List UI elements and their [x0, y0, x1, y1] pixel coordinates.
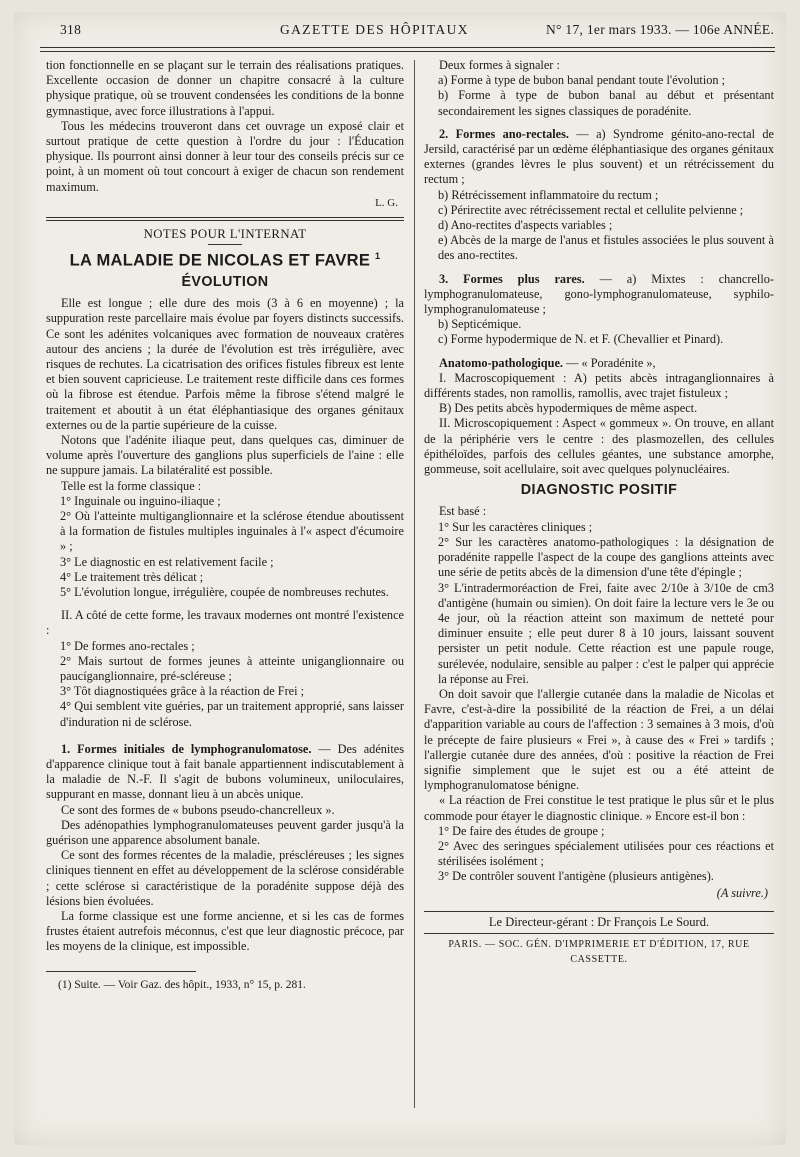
left-column: [46, 58, 404, 993]
list-item: 2° Avec des seringues spécialement utilisées pour ces réactions et stérilisées isolément ;: [438, 838, 774, 869]
header-rule-thin: [40, 51, 775, 52]
section-heading: 1. Formes initiales de lymphogranulomatose.: [61, 741, 312, 756]
printer-line: PARIS. — SOC. GÉN. D'IMPRIMERIE ET D'ÉDITION, 17, RUE CASSETTE.: [448, 938, 750, 966]
paragraph: La forme classique est une forme ancienne, et si les cas de formes frustes étaient autrefois méconnus, c'est que leur diagnostic précoce, par les moyens de la clinique, est impossible.: [46, 909, 404, 954]
paragraph: B) Des petits abcès hypodermiques de même aspect.: [439, 401, 698, 416]
paragraph: Ce sont des formes de « bubons pseudo-chancrelleux ».: [61, 802, 335, 817]
list-item: b) Forme à type de bubon banal au début et présentant secondairement les signes classiques de poradénite.: [438, 88, 774, 118]
paragraph: Anatomo-pathologique. — « Poradénite »,: [439, 355, 656, 370]
section-label: NOTES POUR L'INTERNAT: [143, 227, 307, 242]
list-item: e) Abcès de la marge de l'anus et fistules associées le plus souvent à des ano-rectites.: [438, 233, 774, 263]
list-item: 1° De faire des études de groupe ;: [438, 823, 605, 838]
footnote-marker: 1: [375, 251, 381, 262]
column-divider: [414, 60, 415, 1108]
director-credit: Le Directeur-gérant : Dr François Le Sourd.: [488, 914, 710, 929]
section-heading: 3. Formes plus rares.: [439, 271, 585, 286]
page-number: 318: [60, 22, 82, 37]
list-item: 4° Le traitement très délicat ;: [60, 569, 204, 584]
paragraph: 1. Formes initiales de lymphogranulomatose. — Des adénites d'apparence clinique tout à fait banale appartiennent indiscutablement à la maladie de N.-F. Il s'agit de bubons volumineux, uniloculaires, suppurant en masse, donnant lieu à un abcès unique.: [46, 741, 405, 802]
footnote: (1) Suite. — Voir Gaz. des hôpit., 1933, n° 15, p. 281.: [58, 978, 306, 991]
list-item: 1° De formes ano-rectales ;: [60, 638, 195, 653]
list-item: b) Rétrécissement inflammatoire du rectum ;: [438, 187, 659, 202]
list-item: 1° Inguinale ou inguino-iliaque ;: [60, 493, 221, 508]
list-item: 3° L'intradermoréaction de Frei, faite avec 2/10e à 3/10e de cm3 d'antigène (humain ou simien). On doit faire la lecture vers le 3e ou 4e jour, où la réaction atteint son maximum de netteté pour diminuer ensuite ; elle peut durer 8 à 10 jours, laissant souvent persister un petit nodule. Cette réaction est une papule rouge, surélevée, nodulaire, sensible au palper : c'est le palper qui apprécie la réponse au Frei.: [438, 580, 774, 686]
list-item: a) Forme à type de bubon banal pendant toute l'évolution ;: [438, 73, 726, 88]
right-column: [424, 58, 774, 967]
section-heading: Anatomo-pathologique.: [439, 355, 564, 370]
section-heading: 2. Formes ano-rectales.: [439, 126, 569, 141]
ornament-rule: [208, 244, 242, 245]
page-header: [40, 10, 775, 46]
list-item: 1° Sur les caractères cliniques ;: [438, 519, 593, 534]
journal-title: GAZETTE DES HÔPITAUX: [280, 22, 469, 37]
subtitle-diagnostic: DIAGNOSTIC POSITIF: [520, 482, 678, 499]
paragraph: II. A côté de cette forme, les travaux modernes ont montré l'existence :: [46, 608, 404, 638]
paragraph: 2. Formes ano-rectales. — a) Syndrome génito-ano-rectal de Jersild, caractérisé par un œdème éléphantiasique des organes génitaux externes (grandes lèvres le plus souvent) et un rétrécissement du rectum ;: [424, 126, 774, 187]
paragraph: « La réaction de Frei constitue le test pratique le plus sûr et le plus commode pour étayer le diagnostic clinique. » Encore est-il bon :: [424, 793, 774, 823]
paragraph: Deux formes à signaler :: [439, 58, 560, 72]
paragraph: II. Microscopiquement : Aspect « gommeux ». On trouve, en allant de la périphérie vers le centre : des plasmozellen, des cellules épithéloïdes, parfois des cellules géantes, une substance amorphe, gommeuse, soit acellulaire, soit avec quelques polynucléaires.: [424, 416, 774, 477]
to-be-continued: (A suivre.): [716, 885, 768, 900]
list-item: b) Septicémique.: [438, 317, 522, 332]
footnote-rule: [46, 971, 196, 972]
list-item: 2° Où l'atteinte multiganglionnaire et la sclérose étendue aboutissent à la formation de fistules multiples inguinales à l'« aspect d'écumoire » ;: [60, 508, 404, 554]
list-item: 3° De contrôler souvent l'antigène (plusieurs antigènes).: [438, 869, 714, 884]
list-item: 2° Sur les caractères anatomo-pathologiques : la désignation de poradénite rappelle l'aspect de la coupe des ganglions atteints avec une série de petits abcès de la dimension d'une tête d'épingle ;: [438, 534, 774, 580]
paragraph: Des adénopathies lymphogranulomateuses peuvent garder jusqu'à la guérison une apparence absolument banale.: [46, 817, 404, 848]
review-text: tion fonctionnelle en se plaçant sur le terrain des réalisations pratiques. Excellente occasion de donner un chapitre consacré à la culture physique pratique, où se trouvent condensées les conditions de la bonne gymnastique, avec force illustrations à l'appui.: [46, 58, 404, 118]
section-rule: [46, 217, 404, 221]
paragraph: I. Macroscopiquement : A) petits abcès intraganglionnaires à différents stades, non ramollis, ramollis, avec trajet fistuleux ;: [424, 370, 774, 401]
printer-rule: [424, 933, 774, 934]
paragraph: Notons que l'adénite iliaque peut, dans quelques cas, diminuer de volume après l'ouverture des ganglions plus superficiels de l'aine : elle ne suppure jamais. La bilatéralité est possible.: [46, 432, 404, 478]
header-rule: [40, 47, 775, 48]
list-item: 3° Le diagnostic en est relativement facile ;: [60, 554, 274, 569]
list-item: c) Périrectite avec rétrécissement rectal et cellulite pelvienne ;: [438, 202, 744, 217]
paragraph: Telle est la forme classique :: [61, 478, 202, 493]
review-signature: L. G.: [375, 196, 398, 209]
review-text: Tous les médecins trouveront dans cet ouvrage un exposé clair et surtout pratique de cette question à l'ordre du jour : l'Éducation physique. Ils pourront ainsi donner à leur tour des conseils précis sur ce point, à un moment où tout concourt à exiger de chacun son rendement maximum.: [46, 118, 404, 194]
paragraph: Ce sont des formes récentes de la maladie, préscléreuses ; les signes cliniques tiennent en effet au développement de la sclérose considérable ; cette sclérose si caractéristique de la poradénite suppose déjà des lésions bien évoluées.: [46, 848, 404, 908]
list-item: 3° Tôt diagnostiquées grâce à la réaction de Frei ;: [60, 684, 305, 699]
list-item: c) Forme hypodermique de N. et F. (Chevallier et Pinard).: [438, 332, 724, 347]
paragraph: On doit savoir que l'allergie cutanée dans la maladie de Nicolas et Favre, c'est-à-dire la possibilité de la réaction de Frei, a un délai d'apparition variable au cours de l'affection : 3 semaines à 3 mois, d'où le précepte de faire plusieurs « Frei », à cause des « Frei » tardifs ; l'allergie cutanée dure des années, d'où : positive la réaction de Frei signifie simplement que le sujet est ou a été atteint de lymphogranulomatose bénigne.: [424, 686, 774, 793]
article-title: LA MALADIE DE NICOLAS ET FAVRE $^1$: [69, 251, 381, 270]
paragraph: Elle est longue ; elle dure des mois (3 à 6 en moyenne) ; la suppuration reste parcellaire mais évolue par foyers distincts successifs. Ce sont les adénites volcaniques avec formation de nouveaux cratères autour des anciens ; la durée de l'évolution est très irrégulière, avec risques de rechutes. La cicatrisation des orifices fistules fibreux est lente et bien souvent capricieuse. Le traitement reste difficile dans ces formes où la fibrose est étendue. Parfois même la fibrose s'étend malgré le traitement et aboutit à un état éléphantiasique des organes génitaux externes ou de la partie supérieure de la cuisse.: [46, 296, 404, 432]
list-item: d) Ano-rectites d'aspects variables ;: [438, 218, 613, 233]
list-item: 2° Mais surtout de formes jeunes à atteinte uniganglionnaire ou paucíganglionnaire, pré-scléreuse ;: [60, 653, 404, 684]
issue-info: N° 17, 1er mars 1933. — 106e ANNÉE.: [546, 22, 775, 37]
gerant-rule: [424, 911, 774, 912]
paragraph: 3. Formes plus rares. — a) Mixtes : chancrello-lymphogranulomateuse, gono-lymphogranulomateuse, syphilo-lymphogranulomateuse ;: [424, 271, 774, 317]
list-item: 4° Qui semblent vite guéries, par un traitement approprié, sans laisser d'induration ni de sclérose.: [60, 699, 404, 729]
paragraph: Est basé :: [439, 504, 487, 519]
list-item: 5° L'évolution longue, irrégulière, coupée de nombreuses rechutes.: [60, 585, 389, 599]
subtitle-evolution: ÉVOLUTION: [181, 273, 269, 290]
